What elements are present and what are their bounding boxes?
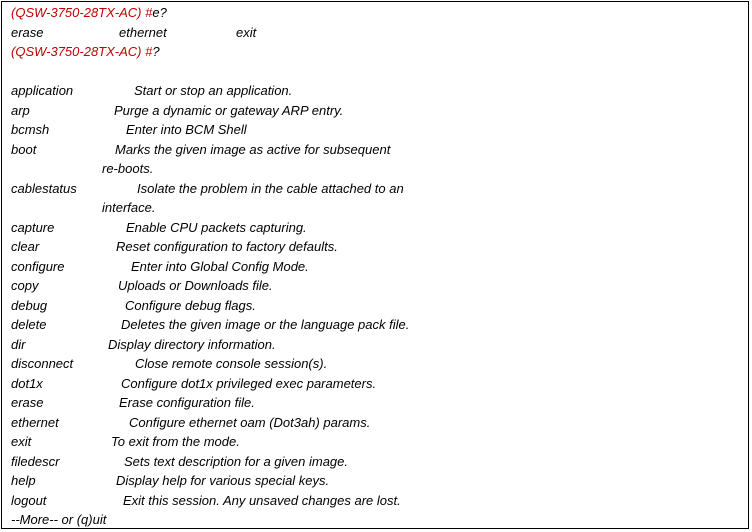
command-description: Erase configuration file. <box>119 395 255 410</box>
command-description: To exit from the mode. <box>111 434 240 449</box>
command-name: dir <box>11 337 26 352</box>
command-name: clear <box>11 239 40 254</box>
command-name: copy <box>11 278 39 293</box>
command-name: disconnect <box>11 356 74 371</box>
typed-input: e? <box>152 5 167 20</box>
command-description: Isolate the problem in the cable attached to an <box>137 181 404 196</box>
prompt-text: (QSW-3750-28TX-AC) # <box>11 5 153 20</box>
option-exit: exit <box>236 25 257 40</box>
command-name: boot <box>11 142 37 157</box>
command-description: Configure dot1x privileged exec parameters. <box>121 376 377 391</box>
command-description: Configure debug flags. <box>125 298 256 313</box>
command-name: capture <box>11 220 55 235</box>
command-name: bcmsh <box>11 122 50 137</box>
command-description: Sets text description for a given image. <box>124 454 349 469</box>
command-name: arp <box>11 103 30 118</box>
command-description-continuation: interface. <box>102 200 156 215</box>
command-name: cablestatus <box>11 181 77 196</box>
command-description: Enable CPU packets capturing. <box>126 220 307 235</box>
command-name: debug <box>11 298 48 313</box>
command-description: Display help for various special keys. <box>116 473 330 488</box>
command-description: Reset configuration to factory defaults. <box>116 239 338 254</box>
more-prompt[interactable]: --More-- or (q)uit <box>11 512 107 527</box>
prompt-line-1 <box>11 3 167 23</box>
option-erase: erase <box>11 25 44 40</box>
command-name: application <box>11 83 74 98</box>
command-name: ethernet <box>11 415 59 430</box>
command-name: logout <box>11 493 47 508</box>
command-description: Purge a dynamic or gateway ARP entry. <box>114 103 344 118</box>
prompt-line-2 <box>11 42 160 62</box>
command-name: filedescr <box>11 454 60 469</box>
option-ethernet: ethernet <box>119 25 167 40</box>
command-name: configure <box>11 259 65 274</box>
command-description: Uploads or Downloads file. <box>118 278 273 293</box>
command-description: Enter into Global Config Mode. <box>131 259 309 274</box>
command-name: erase <box>11 395 44 410</box>
command-name: dot1x <box>11 376 43 391</box>
command-name: help <box>11 473 36 488</box>
prompt-text: (QSW-3750-28TX-AC) # <box>11 44 153 59</box>
command-description: Configure ethernet oam (Dot3ah) params. <box>129 415 371 430</box>
command-description: Exit this session. Any unsaved changes are lost. <box>123 493 401 508</box>
command-name: delete <box>11 317 47 332</box>
command-description: Close remote console session(s). <box>135 356 328 371</box>
completion-options <box>11 23 257 43</box>
command-description: Deletes the given image or the language pack file. <box>121 317 410 332</box>
typed-input: ? <box>152 44 160 59</box>
command-description: Display directory information. <box>108 337 276 352</box>
command-description: Enter into BCM Shell <box>126 122 247 137</box>
command-name: exit <box>11 434 32 449</box>
command-description-continuation: re-boots. <box>102 161 154 176</box>
command-description: Marks the given image as active for subsequent <box>115 142 391 157</box>
command-description: Start or stop an application. <box>134 83 293 98</box>
